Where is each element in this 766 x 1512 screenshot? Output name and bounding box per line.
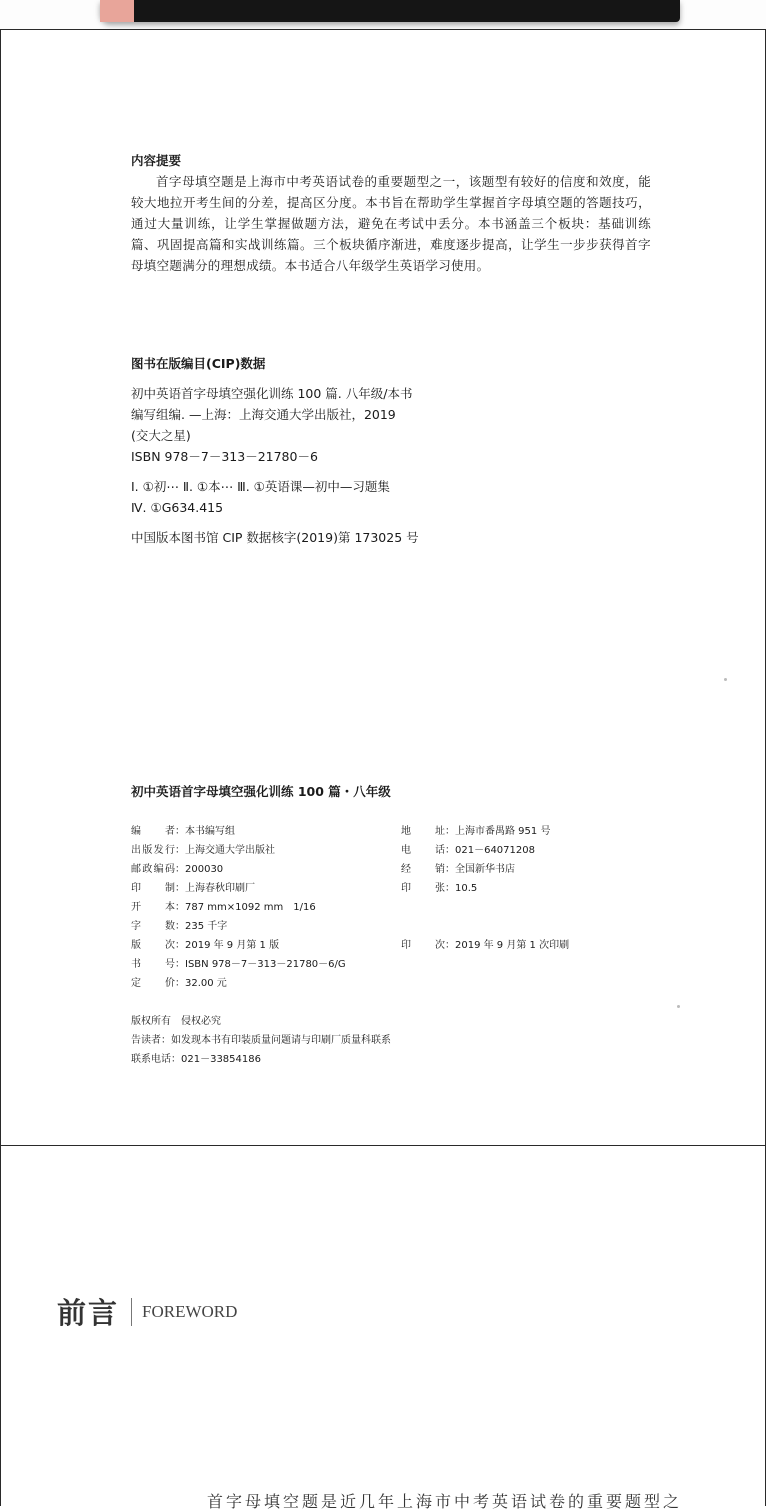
summary-heading: 内容提要 — [131, 153, 182, 168]
colophon-row: 印 次 ： 2019 年 9 月第 1 次印刷 — [401, 936, 661, 955]
colophon-label: 开 本 — [131, 902, 175, 913]
cip-classification: Ⅰ. ①初⋯ Ⅱ. ①本⋯ Ⅲ. ①英语课—初中—习题集 — [131, 479, 390, 494]
cip-line: 编写组编. —上海：上海交通大学出版社，2019 — [131, 407, 396, 422]
contact-phone: 联系电话：021－33854186 — [131, 1054, 261, 1065]
colophon-row: 地 址 ： 上海市番禺路 951 号 — [401, 822, 661, 841]
cip-heading: 图书在版编目(CIP)数据 — [131, 356, 266, 371]
colophon-value: 本书编写组 — [185, 826, 235, 837]
colophon-value: 10.5 — [455, 883, 478, 894]
colophon-left-column — [131, 822, 391, 993]
colophon-title: 初中英语首字母填空强化训练 100 篇・八年级 — [131, 784, 391, 799]
copyright-page — [0, 29, 766, 1146]
colophon-label: 印 张 — [401, 883, 445, 894]
colophon-label: 印 次 — [401, 940, 445, 951]
colophon-value: 全国新华书店 — [455, 864, 515, 875]
summary-section — [131, 150, 651, 276]
colophon-value: 上海市番禺路 951 号 — [455, 826, 551, 837]
book-cover-corner — [100, 0, 134, 22]
colophon-label: 书 号 — [131, 959, 175, 970]
foreword-page — [0, 1145, 766, 1511]
cip-line: 初中英语首字母填空强化训练 100 篇. 八年级/本书 — [131, 386, 413, 401]
colophon-label: 电 话 — [401, 845, 445, 856]
foreword-heading — [57, 1291, 237, 1332]
colophon-value: 200030 — [185, 864, 224, 875]
colophon-row: 开 本 ： 787 mm×1092 mm 1/16 — [131, 898, 391, 917]
colophon-label: 字 数 — [131, 921, 175, 932]
foreword-divider — [131, 1298, 132, 1326]
colophon-row: 邮政编码 ： 200030 — [131, 860, 391, 879]
colophon-right-column — [401, 822, 661, 955]
cip-classification: Ⅳ. ①G634.415 — [131, 500, 224, 515]
colophon-row: 版 次 ： 2019 年 9 月第 1 版 — [131, 936, 391, 955]
colophon-row: 印 制 ： 上海春秋印刷厂 — [131, 879, 391, 898]
colophon-row: 字 数 ： 235 千字 — [131, 917, 391, 936]
colophon-row: 出版发行 ： 上海交通大学出版社 — [131, 841, 391, 860]
colophon-row: 编 者 ： 本书编写组 — [131, 822, 391, 841]
colophon-label: 经 销 — [401, 864, 445, 875]
colophon-label: 出版发行 — [131, 845, 175, 856]
colophon-row: 定 价 ： 32.00 元 — [131, 974, 391, 993]
book-cover-edge — [100, 0, 680, 22]
colophon-label: 定 价 — [131, 978, 175, 989]
colophon-row: 电 话 ： 021－64071208 — [401, 841, 661, 860]
foreword-title-en: FOREWORD — [142, 1301, 238, 1321]
cip-record-number: 中国版本图书馆 CIP 数据核字(2019)第 173025 号 — [131, 530, 419, 545]
foreword-title-cn: 前言 — [57, 1296, 120, 1330]
colophon-value: 2019 年 9 月第 1 版 — [185, 940, 280, 951]
colophon-value: 2019 年 9 月第 1 次印刷 — [455, 940, 570, 951]
colophon-value: 上海春秋印刷厂 — [185, 883, 255, 894]
colophon-label: 版 次 — [131, 940, 175, 951]
colophon-label: 邮政编码 — [131, 864, 175, 875]
colophon-label: 编 者 — [131, 826, 175, 837]
summary-body: 首字母填空题是上海市中考英语试卷的重要题型之一，该题型有较好的信度和效度，能较大地拉开考生间的分差，提高区分度。本书旨在帮助学生掌握首字母填空题的答题技巧，通过大量训练，让学生掌握做题方法，避免在考试中丢分。本书涵盖三个板块：基础训练篇、巩固提高篇和实战训练篇。三个板块循序渐进，难度逐步提高，让学生一步步获得首字母填空题满分的理想成绩。本书适合八年级学生英语学习使用。 — [131, 174, 651, 273]
colophon-row: 经 销 ： 全国新华书店 — [401, 860, 661, 879]
paper-speck — [677, 1005, 680, 1008]
colophon-value: ISBN 978－7－313－21780－6/G — [185, 959, 346, 970]
copyright-line: 版权所有 侵权必究 — [131, 1016, 221, 1027]
reader-notice: 告读者：如发现本书有印装质量问题请与印刷厂质量科联系 — [131, 1035, 391, 1046]
colophon-row: 书 号 ： ISBN 978－7－313－21780－6/G — [131, 955, 391, 974]
colophon-value: 上海交通大学出版社 — [185, 845, 275, 856]
paper-speck — [724, 678, 727, 681]
cip-isbn: ISBN 978－7－313－21780－6 — [131, 449, 318, 464]
colophon-label: 印 制 — [131, 883, 175, 894]
cip-section — [131, 353, 651, 548]
colophon-value: 32.00 元 — [185, 978, 227, 989]
colophon-value: 787 mm×1092 mm 1/16 — [185, 902, 316, 913]
copyright-notice — [131, 1012, 391, 1069]
cip-line: (交大之星) — [131, 428, 191, 443]
colophon-value: 235 千字 — [185, 921, 228, 932]
colophon-value: 021－64071208 — [455, 845, 535, 856]
foreword-first-line: 首字母填空题是近几年上海市中考英语试卷的重要题型之 — [207, 1492, 683, 1511]
colophon-row: 印 张 ： 10.5 — [401, 879, 661, 898]
colophon-label: 地 址 — [401, 826, 445, 837]
